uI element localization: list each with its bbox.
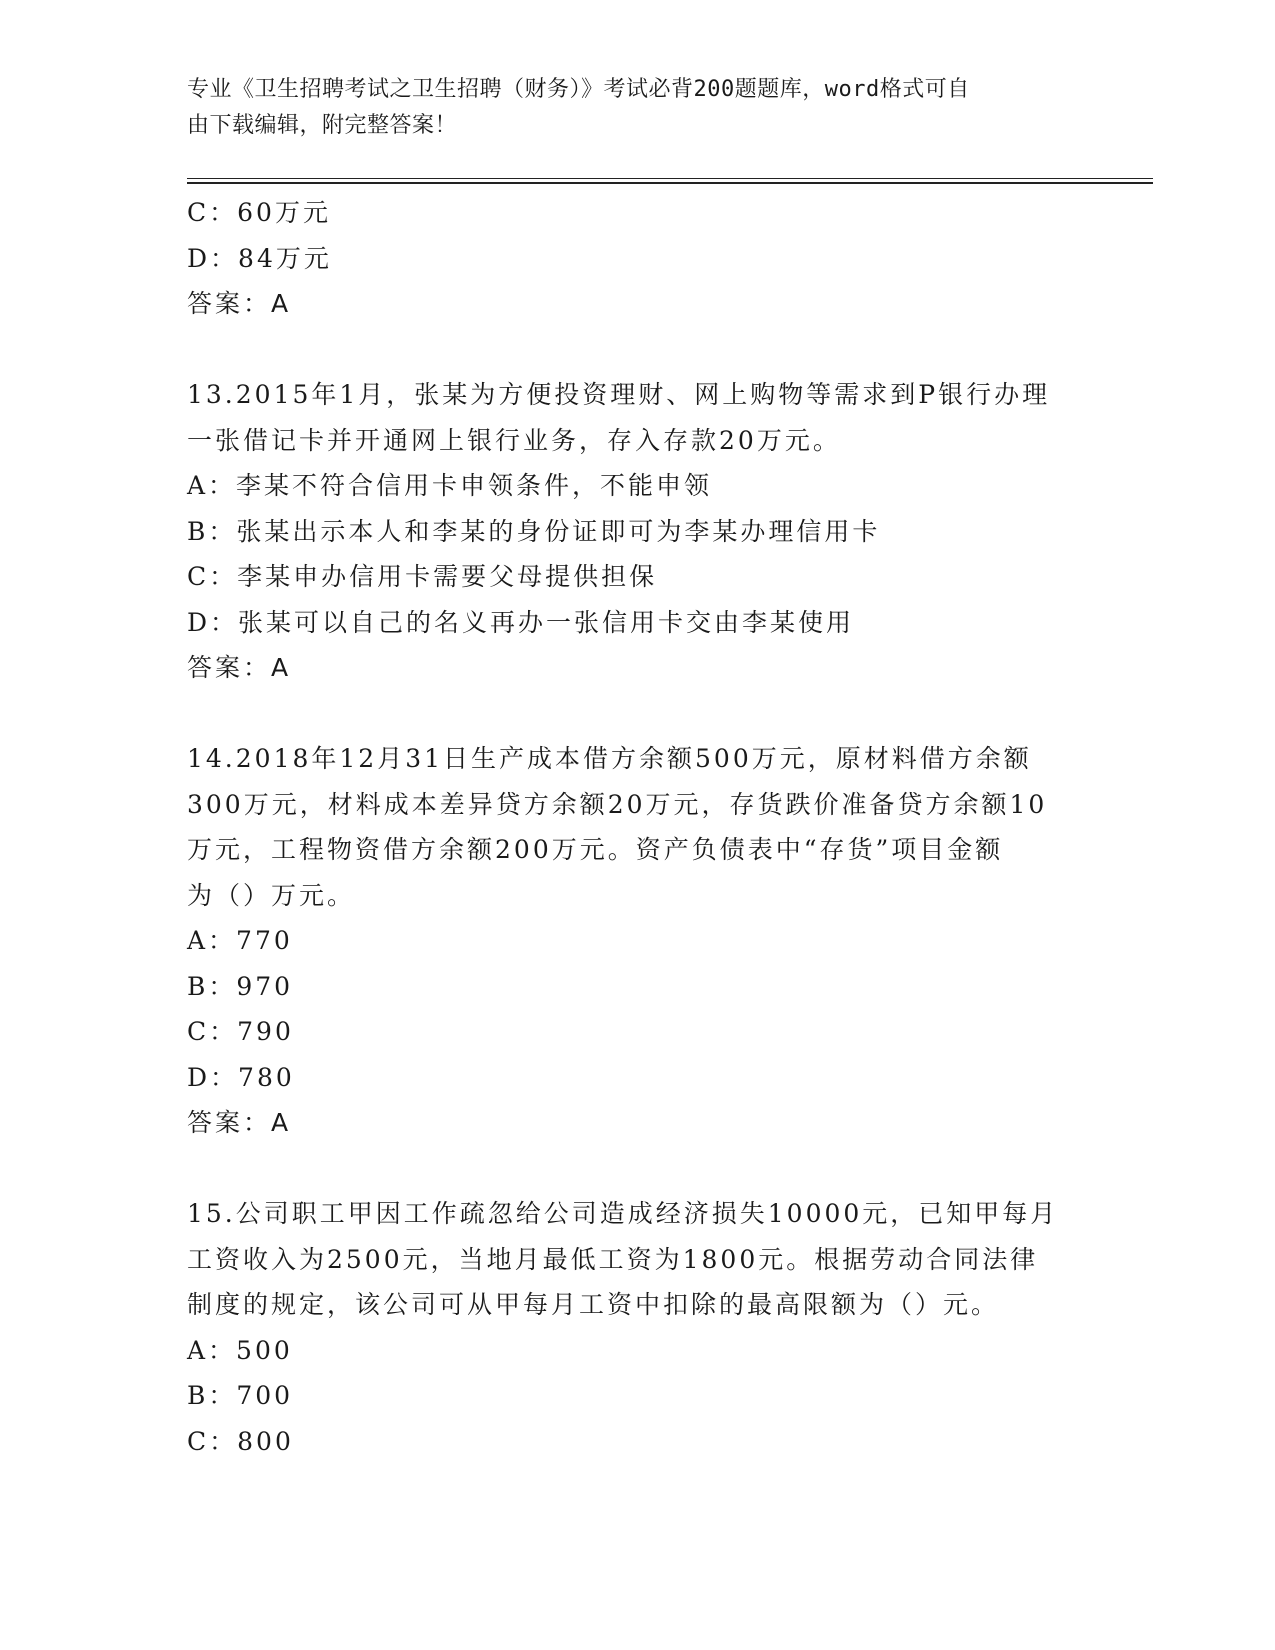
header-divider-thin xyxy=(187,178,1153,179)
question-text-line: 14.2018年12月31日生产成本借方余额500万元，原材料借方余额 xyxy=(187,744,1032,773)
question-text-line: 制度的规定，该公司可从甲每月工资中扣除的最高限额为（）元。 xyxy=(187,1290,1000,1319)
option-a: A：770 xyxy=(187,926,293,955)
option-b: B：970 xyxy=(187,971,294,1001)
document-body xyxy=(187,190,1087,1464)
spacer xyxy=(187,327,1087,373)
spacer xyxy=(187,1146,1087,1192)
option-c: C：790 xyxy=(187,1017,294,1046)
question-text-line: 一张借记卡并开通网上银行业务，存入存款20万元。 xyxy=(187,425,841,455)
option-d: D：84万元 xyxy=(187,243,332,273)
answer-line: 答案：A xyxy=(187,1108,292,1137)
question-text-line: 工资收入为2500元，当地月最低工资为1800元。根据劳动合同法律 xyxy=(187,1244,1039,1274)
spacer xyxy=(187,691,1087,737)
option-a: A：500 xyxy=(187,1335,293,1365)
option-b: B：张某出示本人和李某的身份证即可为李某办理信用卡 xyxy=(187,516,881,546)
option-c: C：60万元 xyxy=(187,198,331,227)
question-15 xyxy=(187,1191,1087,1464)
answer-line: 答案：A xyxy=(187,653,292,682)
question-13 xyxy=(187,372,1087,691)
option-d: D：780 xyxy=(187,1062,295,1092)
option-c: C：800 xyxy=(187,1426,294,1456)
header-divider-thick xyxy=(187,182,1153,184)
question-text-line: 300万元，材料成本差异贷方余额20万元，存货跌价准备贷方余额10 xyxy=(187,789,1048,819)
option-c: C：李某申办信用卡需要父母提供担保 xyxy=(187,562,658,591)
header-line-1: 专业《卫生招聘考试之卫生招聘（财务）》考试必背200题题库，word格式可自 xyxy=(187,77,970,102)
question-14 xyxy=(187,736,1087,1146)
question-text-line: 15.公司职工甲因工作疏忽给公司造成经济损失10000元，已知甲每月 xyxy=(187,1199,1059,1228)
option-b: B：700 xyxy=(187,1381,294,1410)
question-12-tail xyxy=(187,190,1087,327)
option-a: A：李某不符合信用卡申领条件，不能申领 xyxy=(187,471,713,500)
question-text-line: 13.2015年1月，张某为方便投资理财、网上购物等需求到P银行办理 xyxy=(187,380,1051,409)
document-header xyxy=(187,72,1087,144)
answer-line: 答案：A xyxy=(187,289,292,318)
question-text-line: 万元，工程物资借方余额200万元。资产负债表中“存货”项目金额 xyxy=(187,835,1004,864)
question-text-line: 为（）万元。 xyxy=(187,880,356,910)
option-d: D：张某可以自己的名义再办一张信用卡交由李某使用 xyxy=(187,607,855,637)
header-line-2: 由下载编辑，附完整答案！ xyxy=(187,113,458,138)
